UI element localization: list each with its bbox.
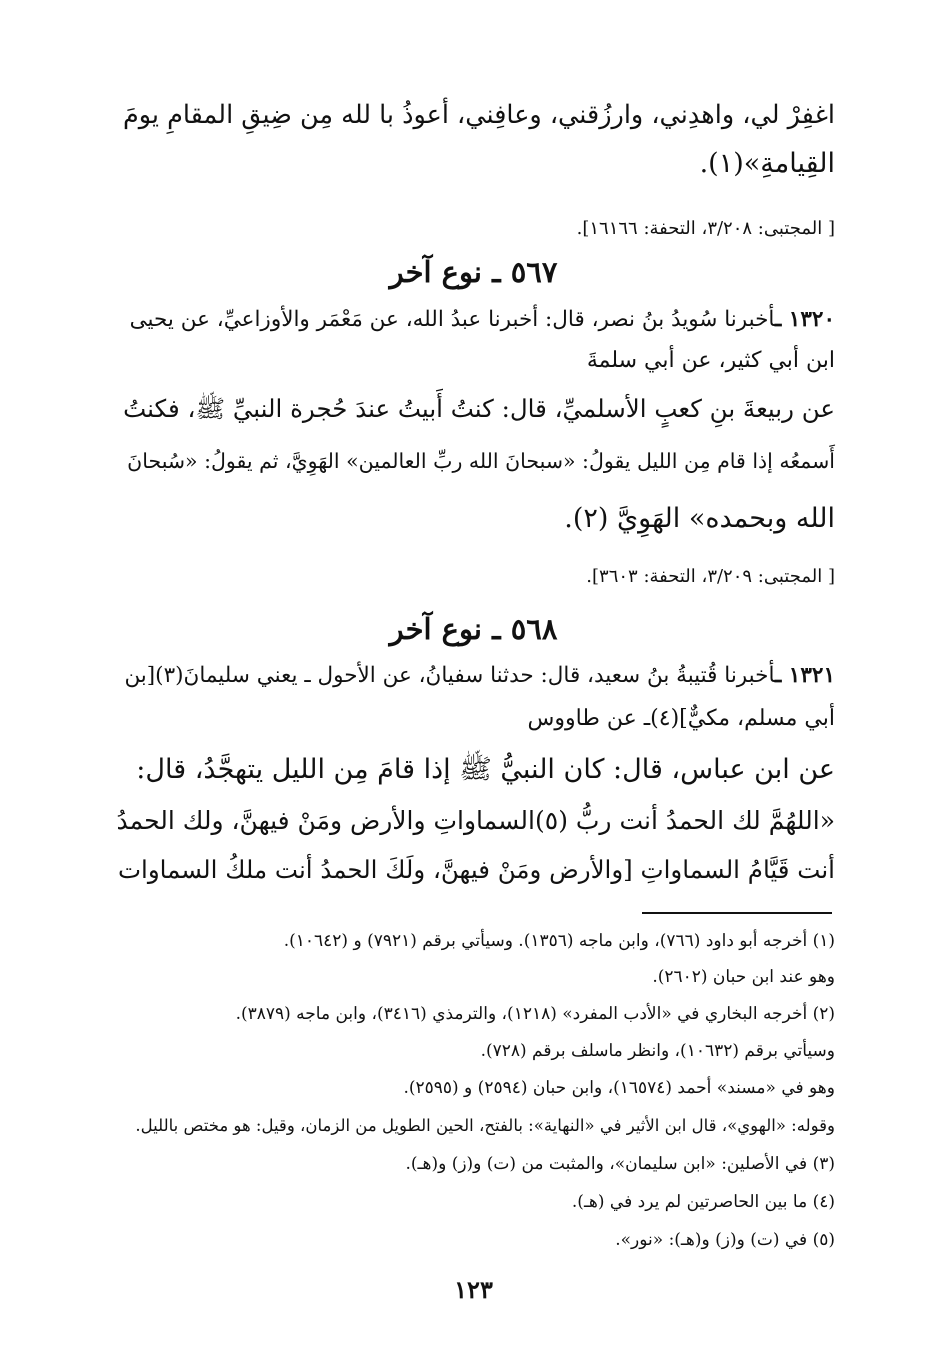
text-line: القِيامةِ»(١). <box>699 148 835 179</box>
hadith-line: ابن أبي كثير، عن أبي سلمةَ <box>586 348 835 373</box>
footnote: وسيأتي برقم (١٠٦٣٢)، وانظر ماسلف برقم (٧٢٨). <box>480 1041 835 1061</box>
footnote: (٢) أخرجه البخاري في «الأدب المفرد» (١٢١٨)، والترمذي (٣٤١٦)، وابن ماجه (٣٨٧٩). <box>235 1004 835 1024</box>
hadith-line <box>115 665 835 687</box>
footnote: (١) أخرجه أبو داود (٧٦٦)، وابن ماجه (١٣٥٦). وسيأتي برقم (٧٩٢١) و (١٠٦٤٢). <box>283 931 835 951</box>
hadith-line: أبي مسلم، مكيٌّ](٤)ـ عن طاووس <box>527 706 835 731</box>
reference-line: [ المجتبى: ٣/٢٠٩، التحفة: ٣٦٠٣]. <box>586 566 835 587</box>
hadith-line: أنت قَيَّامُ السماواتِ [والأرض ومَنْ فيهنَّ، ولَكَ الحمدُ أنت ملكُ السماوات <box>117 855 835 884</box>
footnote: (٤) ما بين الحاصرتين لم يرد في (هـ). <box>571 1192 835 1212</box>
text-line: اغفِرْ لي، واهدِني، وارزُقني، وعافِني، أعوذُ با لله مِن ضِيقِ المقامِ يومَ <box>122 100 835 130</box>
hadith-line: أَسمعُه إذا قام مِن الليل يقولُ: «سبحانَ الله ربِّ العالمين» الهَوِيَّ، ثم يقولُ: «سُبحانَ <box>127 449 835 473</box>
footnote: (٥) في (ت) و(ز) و(هـ): «نور». <box>615 1230 835 1250</box>
hadith-line: «اللهُمَّ لك الحمدُ أنت ربُّ (٥)السماواتِ والأرض ومَنْ فيهنَّ، ولك الحمدُ <box>116 806 835 835</box>
hadith-line: عن ربيعةَ بنِ كعبٍ الأسلميِّ، قال: كنتُ أَبيتُ عندَ حُجرة النبيِّ ﷺ، فكنتُ <box>123 394 835 423</box>
page-number: ١٢٣ <box>454 1275 493 1304</box>
hadith-isnad: أخبرنا قُتيبةُ بنُ سعيد، قال: حدثنا سفيانُ، عن الأحول ـ يعني سليمانَ(٣)[بن <box>124 663 775 688</box>
hadith-line: عن ابن عباس، قال: كان النبيُّ ﷺ إذا قامَ مِن الليل يتهجَّدُ، قال: <box>136 754 835 785</box>
footnote: وهو عند ابن حبان (٢٦٠٢). <box>652 967 835 987</box>
footnote: (٣) في الأصلين: «ابن سليمان»، والمثبت من (ت) و(ز) و(هـ). <box>405 1154 835 1174</box>
footnote-separator <box>642 912 832 914</box>
section-heading: ٥٦٨ ـ نوع آخر <box>389 612 558 646</box>
footnote: وقوله: «الهوي»، قال ابن الأثير في «النهاية»: بالفتح، الحين الطويل من الزمان، وقيل: هو مختص بالليل. <box>135 1116 835 1135</box>
reference-line: [ المجتبى: ٣/٢٠٨، التحفة: ١٦١٦٦]. <box>576 218 835 239</box>
hadith-isnad: أخبرنا سُويدُ بنُ نصر، قال: أخبرنا عبدُ الله، عن مَعْمَر والأوزاعيِّ، عن يحيى <box>129 307 775 332</box>
hadith-line: الله وبحمده» الهَوِيَّ (٢). <box>564 503 835 534</box>
section-heading: ٥٦٧ ـ نوع آخر <box>389 255 558 289</box>
hadith-line <box>115 309 835 331</box>
hadith-number: ١٣٢١ ـ <box>775 663 835 688</box>
hadith-number: ١٣٢٠ ـ <box>775 307 835 332</box>
footnote: وهو في «مسند» أحمد (١٦٥٧٤)، وابن حبان (٢٥٩٤) و (٢٥٩٥). <box>403 1078 835 1098</box>
